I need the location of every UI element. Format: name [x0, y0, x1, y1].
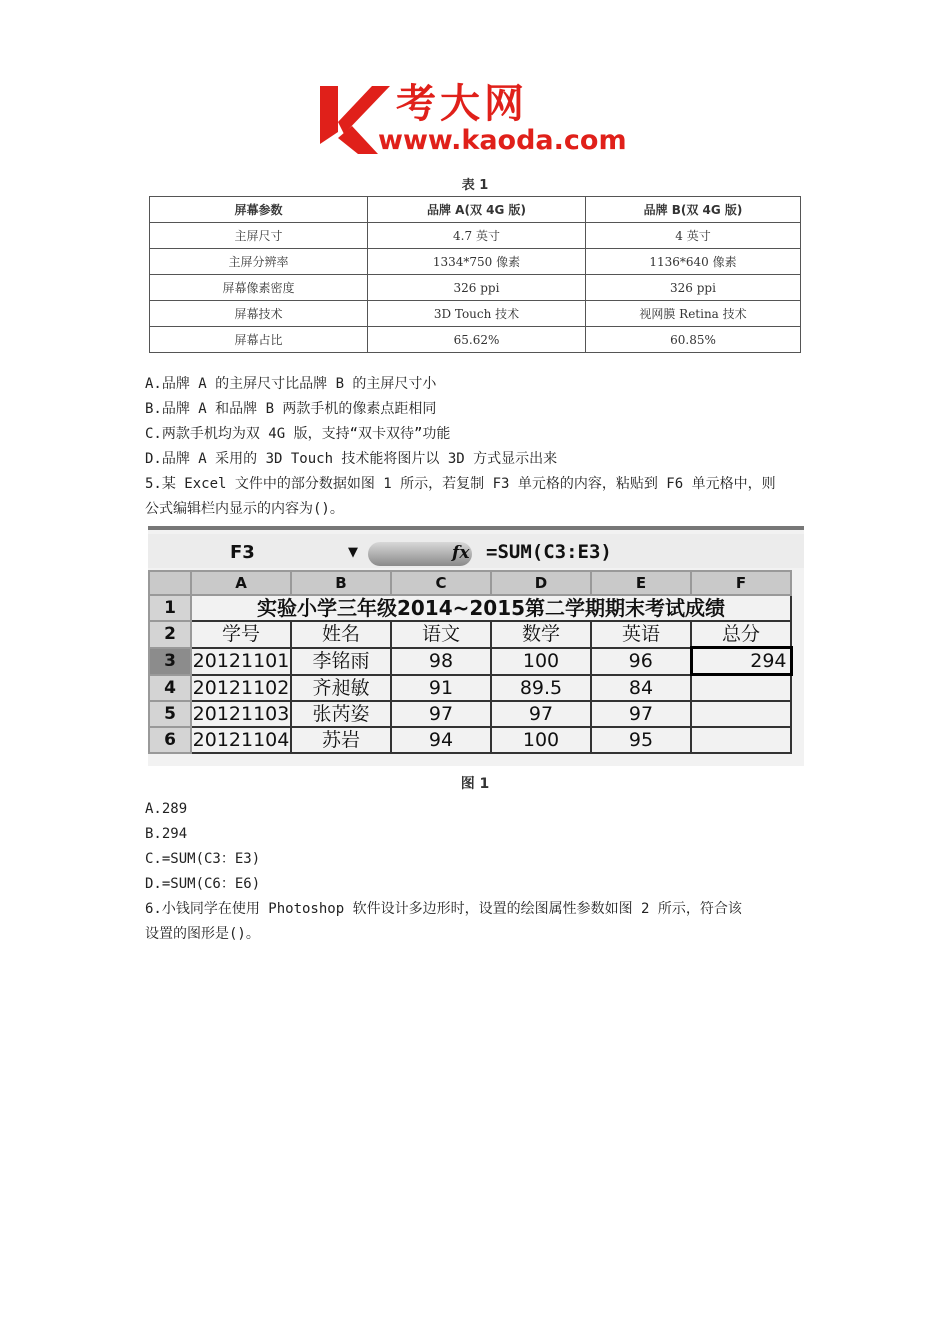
column-header[interactable]: C	[391, 571, 491, 595]
table-row	[150, 301, 801, 327]
table-header-cell: 品牌 A(双 4G 版)	[368, 197, 586, 223]
column-header-row	[149, 571, 791, 595]
row-header[interactable]: 5	[149, 701, 191, 727]
sheet-cell[interactable]: 李铭雨	[291, 648, 391, 675]
column-header[interactable]: D	[491, 571, 591, 595]
sheet-cell[interactable]	[691, 727, 791, 753]
sheet-row	[149, 701, 791, 727]
table-cell: 60.85%	[586, 327, 801, 353]
sheet-row	[149, 648, 791, 675]
column-header[interactable]: A	[191, 571, 291, 595]
q5-option-d: D.=SUM(C6：E6)	[145, 876, 261, 892]
q5-option-b: B.294	[145, 826, 188, 842]
formula-bar	[148, 534, 804, 568]
q4-option-c: C.两款手机均为双 4G 版，支持“双卡双待”功能	[145, 426, 451, 442]
sheet-cell[interactable]	[691, 675, 791, 702]
header-cell[interactable]: 数学	[491, 621, 591, 648]
sheet-cell[interactable]: 苏岩	[291, 727, 391, 753]
row-header[interactable]: 4	[149, 675, 191, 702]
q4-option-d: D.品牌 A 采用的 3D Touch 技术能将图片以 3D 方式显示出来	[145, 451, 558, 467]
sheet-cell[interactable]: 20121103	[192, 703, 290, 725]
table-cell: 3D Touch 技术	[368, 301, 586, 327]
sheet-cell[interactable]: 20121104	[192, 729, 290, 751]
header-cell[interactable]: 姓名	[291, 621, 391, 648]
table-cell: 屏幕技术	[150, 301, 368, 327]
sheet-cell[interactable]: 96	[591, 648, 691, 675]
sheet-title-cell[interactable]: 实验小学三年级2014~2015第二学期期末考试成绩	[191, 595, 791, 621]
insert-function-button[interactable]	[368, 542, 472, 566]
table-row	[150, 275, 801, 301]
table-cell: 4 英寸	[586, 223, 801, 249]
table-row	[150, 223, 801, 249]
figure1-caption: 图 1	[460, 776, 490, 792]
q5-question-line2: 公式编辑栏内显示的内容为()。	[145, 501, 344, 517]
sheet-cell[interactable]: 100	[491, 727, 591, 753]
q6-question-line2: 设置的图形是()。	[145, 926, 260, 942]
name-box[interactable]	[148, 542, 363, 564]
column-header[interactable]: B	[291, 571, 391, 595]
sheet-cell[interactable]: 97	[591, 701, 691, 727]
table1-caption: 表 1	[461, 178, 489, 193]
table-cell: 视网膜 Retina 技术	[586, 301, 801, 327]
sheet-row	[149, 621, 791, 648]
selected-cell-f3[interactable]: 294	[691, 648, 791, 675]
sheet-cell[interactable]: 20121101	[191, 648, 291, 675]
q4-option-b: B.品牌 A 和品牌 B 两款手机的像素点距相同	[145, 401, 437, 417]
q4-option-a: A.品牌 A 的主屏尺寸比品牌 B 的主屏尺寸小	[145, 376, 437, 392]
row-header[interactable]: 6	[149, 727, 191, 753]
table-cell: 326 ppi	[586, 275, 801, 301]
table-header-cell: 屏幕参数	[150, 197, 368, 223]
row-header[interactable]: 1	[149, 595, 191, 621]
column-header[interactable]: E	[591, 571, 691, 595]
row-header[interactable]: 3	[149, 648, 191, 675]
chevron-down-icon[interactable]: ▼	[348, 545, 358, 560]
sheet-cell[interactable]: 100	[491, 648, 591, 675]
fx-icon: fx	[452, 543, 470, 563]
table-cell: 屏幕占比	[150, 327, 368, 353]
table-cell: 屏幕像素密度	[150, 275, 368, 301]
table-header-cell: 品牌 B(双 4G 版)	[586, 197, 801, 223]
table-cell: 1334*750 像素	[368, 249, 586, 275]
q5-option-a: A.289	[145, 801, 188, 817]
sheet-cell[interactable]: 张芮姿	[291, 701, 391, 727]
table-cell: 65.62%	[368, 327, 586, 353]
header-cell[interactable]: 总分	[691, 621, 791, 648]
kaoda-logo	[318, 80, 638, 160]
screen-params-table	[149, 196, 801, 353]
table-header-row	[150, 197, 801, 223]
logo-url-text: www.kaoda.com	[378, 125, 627, 156]
table-cell: 1136*640 像素	[586, 249, 801, 275]
q5-question-line1: 5.某 Excel 文件中的部分数据如图 1 所示，若复制 F3 单元格的内容，粘贴到 F6 单元格中，则	[145, 476, 776, 492]
sheet-row	[149, 595, 791, 621]
table-row	[150, 249, 801, 275]
table-cell: 主屏尺寸	[150, 223, 368, 249]
sheet-cell[interactable]: 94	[391, 727, 491, 753]
sheet-row	[149, 727, 791, 753]
sheet-cell[interactable]: 97	[391, 701, 491, 727]
sheet-cell[interactable]: 20121102	[191, 675, 291, 702]
sheet-cell[interactable]: 91	[391, 675, 491, 702]
sheet-row	[149, 675, 791, 702]
sheet-cell[interactable]: 89.5	[491, 675, 591, 702]
name-box-value: F3	[230, 542, 255, 563]
spreadsheet-grid	[148, 570, 793, 754]
sheet-cell[interactable]: 84	[591, 675, 691, 702]
header-cell[interactable]: 语文	[391, 621, 491, 648]
table-cell: 326 ppi	[368, 275, 586, 301]
table-cell: 4.7 英寸	[368, 223, 586, 249]
row-header[interactable]: 2	[149, 621, 191, 648]
logo-brand-text: 考大网	[396, 81, 528, 127]
formula-input[interactable]: =SUM(C3:E3)	[486, 541, 612, 563]
q5-option-c: C.=SUM(C3：E3)	[145, 851, 261, 867]
excel-screenshot	[148, 526, 804, 766]
header-cell[interactable]: 英语	[591, 621, 691, 648]
column-header[interactable]: F	[691, 571, 791, 595]
sheet-cell[interactable]: 98	[391, 648, 491, 675]
header-cell[interactable]: 学号	[191, 621, 291, 648]
sheet-cell[interactable]: 齐昶敏	[291, 675, 391, 702]
table-row	[150, 327, 801, 353]
sheet-cell[interactable]: 95	[591, 727, 691, 753]
sheet-cell[interactable]: 97	[491, 701, 591, 727]
q6-question-line1: 6.小钱同学在使用 Photoshop 软件设计多边形时，设置的绘图属性参数如图 2 所示，符合该	[145, 901, 742, 917]
table-cell: 主屏分辨率	[150, 249, 368, 275]
sheet-cell[interactable]	[691, 701, 791, 727]
select-all-corner[interactable]	[149, 571, 191, 595]
